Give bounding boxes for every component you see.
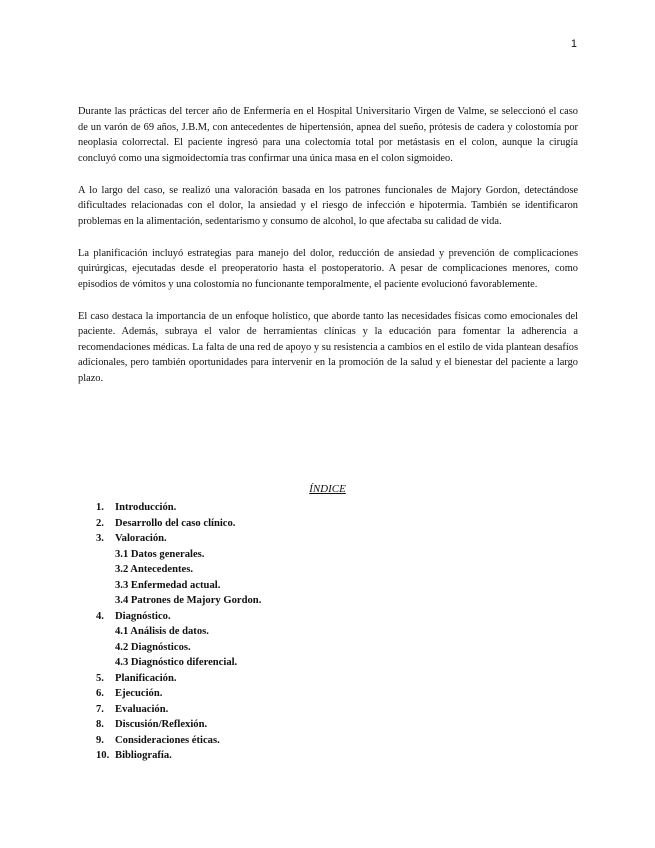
paragraph: El caso destaca la importancia de un enfoque holístico, que aborde tanto las necesidades físicas como emocionales del paciente. Además, subraya el valor de herramientas clínicas y la educación para fomentar la adherencia a recomendaciones médicas. La falta de una red de apoyo y su resistencia a cambios en el estilo de vida plantean desafíos adicionales, pero también oportunidades para intervenir en la promoción de la salud y el bienestar del paciente a largo plazo. xyxy=(78,310,578,384)
toc-label: Evaluación. xyxy=(115,703,169,715)
toc-label: 3.2 Antecedentes. xyxy=(115,564,193,575)
toc-label: 4.2 Diagnósticos. xyxy=(115,641,191,653)
table-of-contents xyxy=(96,500,261,764)
toc-item xyxy=(96,609,261,625)
toc-label: Diagnóstico. xyxy=(115,610,171,622)
toc-item xyxy=(96,717,261,733)
toc-item xyxy=(96,500,261,516)
toc-number: 2. xyxy=(96,517,104,529)
toc-number: 4. xyxy=(96,610,104,622)
toc-subitem xyxy=(96,624,261,640)
toc-number xyxy=(96,547,115,563)
toc-number xyxy=(96,593,115,609)
toc-subitem xyxy=(96,547,261,563)
summary-text xyxy=(78,104,578,403)
paragraph: A lo largo del caso, se realizó una valoración basada en los patrones funcionales de Majory Gordon, detectándose dificultades relacionadas con el dolor, la ansiedad y el riesgo de infección e hipotermia. También se identificaron problemas en la alimentación, sedentarismo y consumo de alcohol, lo que afectaba su calidad de vida. xyxy=(78,184,578,227)
toc-label: 3.1 Datos generales. xyxy=(115,548,205,560)
toc-item xyxy=(96,671,261,687)
toc-label: Consideraciones éticas. xyxy=(115,734,220,746)
toc-label: 3.3 Enfermedad actual. xyxy=(115,579,221,591)
page-number: 1 xyxy=(570,38,577,50)
toc-number: 5. xyxy=(96,672,104,684)
toc-subitem xyxy=(96,593,261,609)
toc-number: 9. xyxy=(96,734,104,746)
toc-subitem xyxy=(96,562,261,578)
toc-item xyxy=(96,686,261,702)
toc-label: Planificación. xyxy=(115,672,177,684)
toc-item xyxy=(96,702,261,718)
toc-number: 3. xyxy=(96,533,104,544)
toc-number xyxy=(96,562,115,578)
toc-number: 6. xyxy=(96,688,104,699)
toc-subitem xyxy=(96,640,261,656)
toc-label: Ejecución. xyxy=(115,688,163,699)
toc-label: 3.4 Patrones de Majory Gordon. xyxy=(115,595,262,606)
toc-subitem xyxy=(96,578,261,594)
toc-label: Bibliografía. xyxy=(115,750,172,761)
toc-number: 7. xyxy=(96,703,104,715)
toc-number xyxy=(96,624,115,640)
toc-number: 1. xyxy=(96,502,104,513)
toc-number xyxy=(96,640,115,656)
toc-item xyxy=(96,516,261,532)
toc-label: 4.1 Análisis de datos. xyxy=(115,626,209,637)
toc-number: 8. xyxy=(96,719,104,730)
index-title: ÍNDICE xyxy=(309,483,346,495)
paragraph: La planificación incluyó estrategias para manejo del dolor, reducción de ansiedad y prevención de complicaciones quirúrgicas, ejecutadas desde el preoperatorio hasta el postoperatorio. A pesar de complicaciones menores, como episodios de vómitos y una colostomía no funcionante temporalmente, el paciente evolucionó favorablemente. xyxy=(78,247,578,290)
toc-number xyxy=(96,578,115,594)
toc-label: Valoración. xyxy=(115,533,167,544)
paragraph: Durante las prácticas del tercer año de Enfermería en el Hospital Universitario Virgen de Valme, se seleccionó el caso de un varón de 69 años, J.B.M, con antecedentes de hipertensión, apnea del sueño, prótesis de cadera y colostomía por neoplasia colorrectal. El paciente ingresó para una colectomía total por metástasis en el colon, aunque la cirugía concluyó como una sigmoidectomía tras confirmar una única masa en el colon sigmoideo. xyxy=(78,106,578,164)
toc-number xyxy=(96,655,115,671)
toc-item xyxy=(96,733,261,749)
toc-label: Introducción. xyxy=(115,502,177,513)
toc-subitem xyxy=(96,655,261,671)
toc-item xyxy=(96,748,261,764)
toc-label: 4.3 Diagnóstico diferencial. xyxy=(115,657,238,668)
toc-number: 10. xyxy=(96,750,110,761)
toc-item xyxy=(96,531,261,547)
toc-label: Discusión/Reflexión. xyxy=(115,719,208,730)
toc-label: Desarrollo del caso clínico. xyxy=(115,517,236,529)
